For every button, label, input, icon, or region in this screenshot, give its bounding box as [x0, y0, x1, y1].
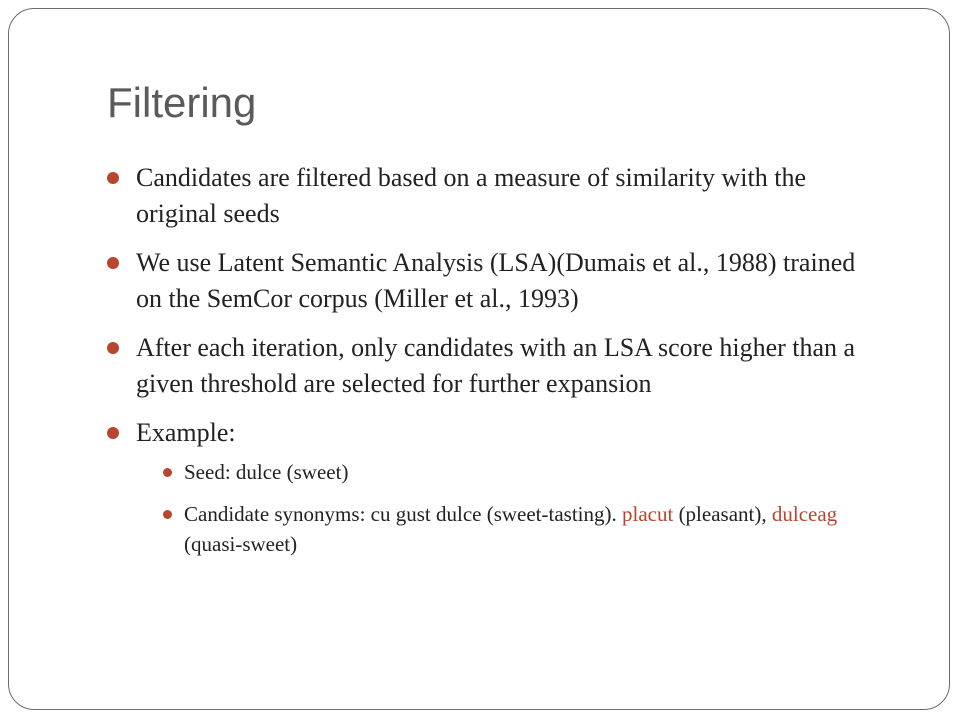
candidates-suffix: (quasi-sweet): [184, 532, 298, 556]
bullet-text: We use Latent Semantic Analysis (LSA)(Dumais et al., 1988) trained on the SemCor corpus (Miller et al., 1993): [136, 248, 856, 313]
bullet-dot-icon: [107, 342, 119, 354]
sub-bullet-dot-icon: [163, 510, 172, 519]
bullet-dot-icon: [107, 427, 119, 439]
bullet-item: [105, 330, 865, 402]
bullet-list: [105, 160, 865, 572]
bullet-item: [105, 245, 865, 317]
candidates-middle: (pleasant),: [673, 502, 772, 526]
rejected-word-dulceag: dulceag: [771, 502, 838, 526]
bullet-dot-icon: [107, 172, 119, 184]
bullet-item: [105, 160, 865, 232]
sub-bullet-dot-icon: [163, 468, 172, 477]
sub-item-seed: [136, 457, 865, 487]
seed-text: Seed: dulce (sweet): [184, 460, 349, 484]
candidates-prefix: Candidate synonyms: cu gust dulce (sweet-tasting).: [184, 502, 622, 526]
bullet-text: Example:: [136, 418, 236, 447]
bullet-text: Candidates are filtered based on a measure of similarity with the original seeds: [136, 163, 806, 228]
bullet-text: After each iteration, only candidates with an LSA score higher than a given threshold are selected for further expansion: [136, 333, 856, 398]
sub-item-candidates: [136, 499, 865, 559]
rejected-word-placut: placut: [622, 502, 674, 526]
slide-title: Filtering: [107, 79, 257, 126]
bullet-dot-icon: [107, 257, 119, 269]
bullet-item-example: [105, 415, 865, 559]
example-sub-list: [136, 457, 865, 559]
